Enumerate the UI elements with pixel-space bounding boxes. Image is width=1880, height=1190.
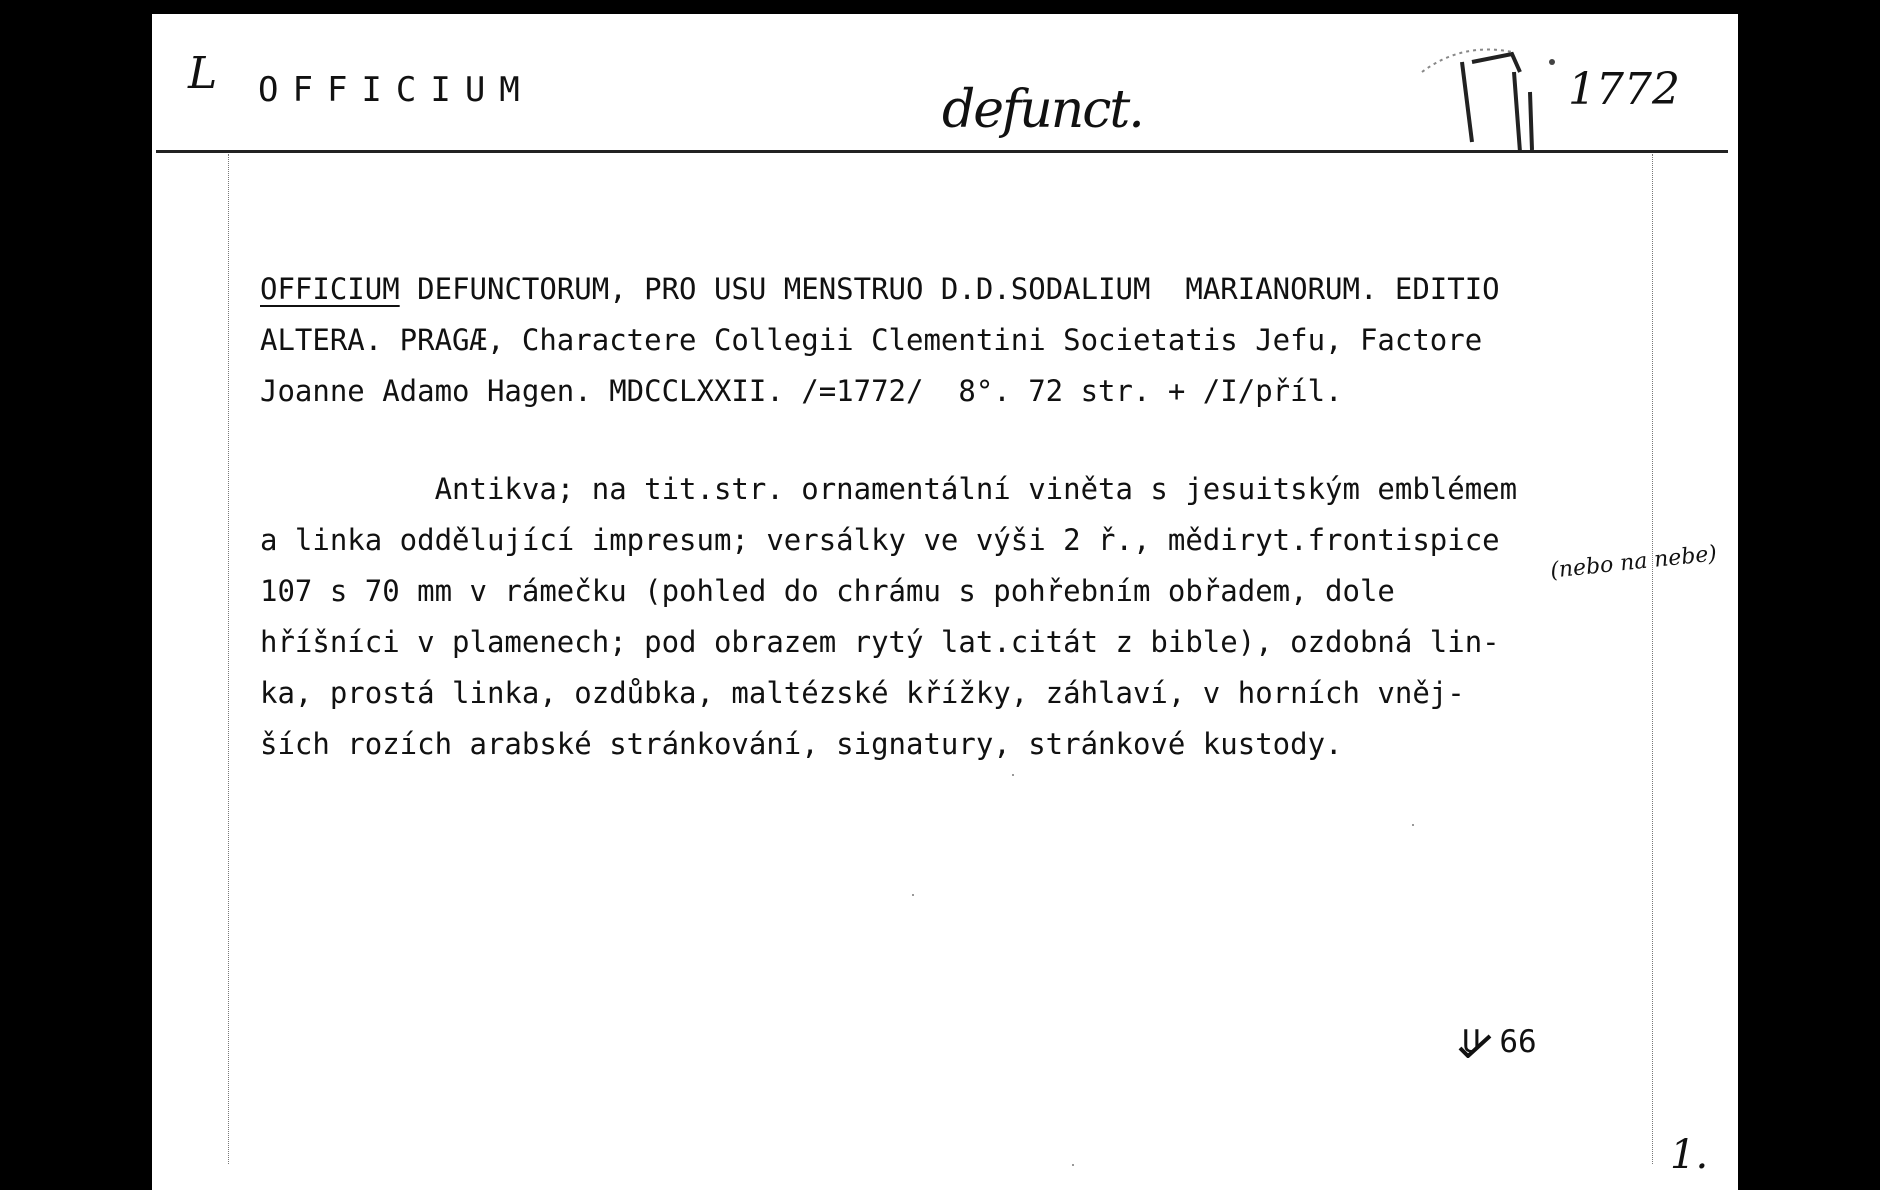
speck	[1412, 824, 1414, 826]
description-block	[260, 464, 1517, 770]
scan-edge	[1830, 0, 1880, 1190]
handwritten-subject: defunct.	[942, 80, 1143, 140]
handwritten-note: (nebo na nebe)	[1549, 541, 1719, 584]
handwritten-year: 1772	[1568, 64, 1680, 115]
corner-mark: L	[188, 48, 218, 99]
card-heading: OFFICIUM	[258, 70, 534, 110]
shelfmark: U 66	[1462, 1024, 1537, 1060]
title-line-2: ALTERA. PRAGÆ, Charactere Collegii Clementini Societatis Jefu, Factore	[260, 323, 1483, 357]
right-margin-line	[1652, 154, 1653, 1164]
speck	[1072, 1164, 1074, 1166]
title-line-1: DEFUNCTORUM, PRO USU MENSTRUO D.D.SODALIUM MARIANORUM. EDITIO	[399, 272, 1500, 306]
description-line-4: hříšníci v plamenech; pod obrazem rytý lat.citát z bible), ozdobná lin-	[260, 625, 1500, 659]
title-block	[260, 264, 1500, 417]
description-line-2: a linka oddělující impresum; versálky ve výši 2 ř., mědiryt.frontispice	[260, 523, 1500, 557]
left-margin-line	[228, 154, 229, 1164]
ink-stamp-mark	[1402, 32, 1622, 162]
title-underlined-word: OFFICIUM	[260, 272, 400, 306]
speck	[912, 894, 914, 896]
description-line-6: ších rozích arabské stránkování, signatury, stránkové kustody.	[260, 727, 1343, 761]
catalog-card	[152, 14, 1738, 1190]
description-line-1: Antikva; na tit.str. ornamentální viněta s jesuitským emblémem	[260, 472, 1518, 506]
description-line-3: 107 s 70 mm v rámečku (pohled do chrámu s pohřebním obřadem, dole	[260, 574, 1395, 608]
speck	[1012, 774, 1014, 776]
handwritten-page-number: 1.	[1670, 1132, 1709, 1178]
description-line-5: ka, prostá linka, ozdůbka, maltézské křížky, záhlaví, v horních vněj-	[260, 676, 1465, 710]
title-line-3: Joanne Adamo Hagen. MDCCLXXII. /=1772/ 8°. 72 str. + /I/příl.	[260, 374, 1343, 408]
